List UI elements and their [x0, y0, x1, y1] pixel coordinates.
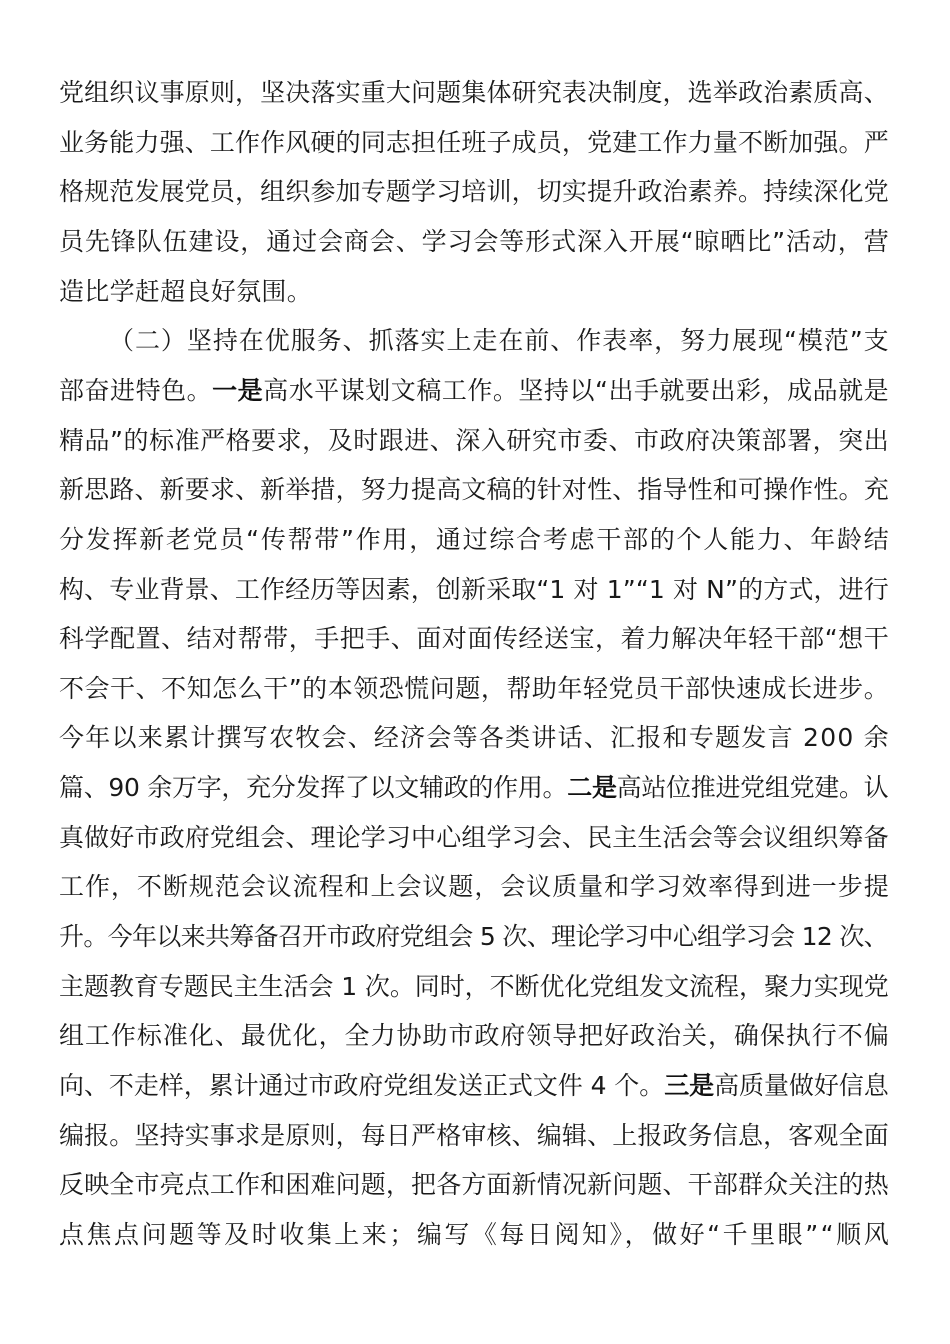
text-segment: 今年以来累计撰写农牧会、经济会等各类讲话、汇报和专题发言 200 余	[59, 723, 890, 753]
text-line	[59, 68, 889, 118]
text-line	[59, 962, 889, 1012]
text-line	[59, 1160, 889, 1210]
text-line	[59, 565, 889, 615]
text-segment: 业务能力强、工作作风硬的同志担任班子成员，党建工作力量不断加强。严	[59, 127, 889, 157]
bold-lead-phrase: 一是	[212, 375, 264, 405]
bold-lead-phrase: 三是	[664, 1071, 715, 1100]
text-line	[59, 862, 889, 912]
text-segment: 编报。坚持实事求是原则，每日严格审核、编辑、上报政务信息，客观全面	[59, 1120, 889, 1150]
text-segment: 造比学赶超良好氛围。	[59, 276, 313, 306]
text-segment: 分发挥新老党员“传帮带”作用，通过综合考虑干部的个人能力、年龄结	[59, 524, 891, 554]
text-line	[109, 316, 889, 366]
text-line	[59, 416, 889, 466]
text-segment: 高水平谋划文稿工作。坚持以“出手就要出彩，成品就是	[263, 375, 890, 405]
text-line	[59, 366, 889, 416]
text-line	[59, 1011, 889, 1061]
text-line	[59, 1210, 892, 1260]
text-segment: 真做好市政府党组会、理论学习中心组学习会、民主生活会等会议组织筹备	[59, 822, 889, 852]
text-line	[59, 664, 889, 714]
text-segment: 向、不走样，累计通过市政府党组发送正式文件 4 个。	[59, 1071, 665, 1100]
text-segment: 构、专业背景、工作经历等因素，创新采取“1 对 1”“1 对 N”的方式，进行	[59, 574, 889, 604]
text-segment: 高质量做好信息	[714, 1071, 889, 1100]
text-segment: 高站位推进党组党建。认	[616, 773, 889, 803]
text-line	[59, 614, 889, 664]
text-line	[59, 713, 889, 763]
text-segment: 科学配置、结对帮带，手把手、面对面传经送宝，着力解决年轻干部“想干	[59, 624, 890, 654]
text-segment: 新思路、新要求、新举措，努力提高文稿的针对性、指导性和可操作性。充	[59, 475, 889, 505]
text-line	[59, 465, 889, 515]
text-segment: 部奋进特色。	[59, 375, 213, 405]
text-segment: 党组织议事原则，坚决落实重大问题集体研究表决制度，选举政治素质高、	[59, 78, 889, 107]
text-line	[59, 763, 889, 813]
text-segment: 格规范发展党员，组织参加专题学习培训，切实提升政治素养。持续深化党	[59, 177, 889, 207]
text-segment: 点焦点问题等及时收集上来；编写《每日阅知》，做好“千里眼”“顺风	[59, 1220, 892, 1249]
text-line	[59, 118, 889, 168]
text-line	[59, 912, 889, 962]
text-line	[59, 813, 889, 863]
text-segment: （二）坚持在优服务、抓落实上走在前、作表率，努力展现“模范”支	[109, 326, 890, 356]
text-segment: 员先锋队伍建设，通过会商会、学习会等形式深入开展“晾晒比”活动，营	[59, 226, 890, 256]
bold-lead-phrase: 二是	[567, 773, 617, 803]
text-segment: 主题教育专题民主生活会 1 次。同时，不断优化党组发文流程，聚力实现党	[59, 971, 889, 1001]
text-line	[59, 167, 889, 217]
text-line	[59, 1111, 889, 1161]
text-line	[59, 267, 889, 317]
text-segment: 精品”的标准严格要求，及时跟进、深入研究市委、市政府决策部署，突出	[59, 425, 890, 455]
text-segment: 升。今年以来共筹备召开市政府党组会 5 次、理论学习中心组学习会 12 次、	[59, 922, 889, 951]
text-line	[59, 217, 889, 267]
text-line	[59, 1061, 889, 1111]
text-segment: 篇、90 余万字，充分发挥了以文辅政的作用。	[59, 773, 568, 803]
text-segment: 反映全市亮点工作和困难问题，把各方面新情况新问题、干部群众关注的热	[59, 1170, 889, 1200]
text-segment: 工作，不断规范会议流程和上会议题，会议质量和学习效率得到进一步提	[59, 872, 890, 902]
text-line	[59, 515, 889, 565]
text-segment: 组工作标准化、最优化，全力协助市政府领导把好政治关，确保执行不偏	[59, 1021, 890, 1051]
text-segment: 不会干、不知怎么干”的本领恐慌问题，帮助年轻党员干部快速成长进步。	[59, 673, 890, 703]
